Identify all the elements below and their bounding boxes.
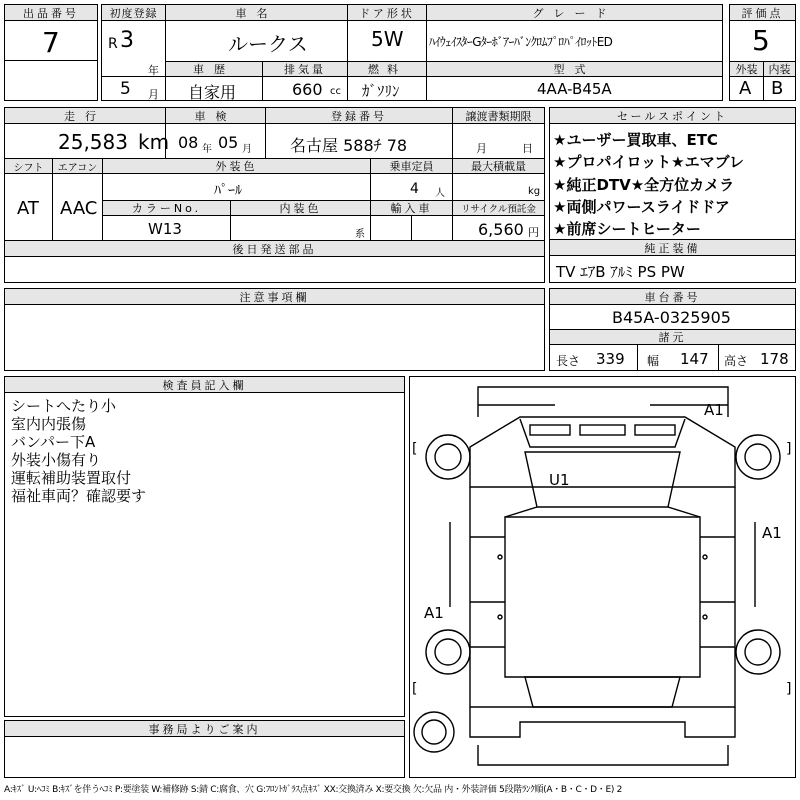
fuel-label: 燃料	[348, 62, 426, 77]
later-parts-label: 後日発送部品	[5, 241, 544, 257]
grade-label: グレード	[427, 5, 722, 21]
exterior-label: 外装	[730, 62, 763, 77]
height-label: 高さ	[724, 354, 749, 368]
recycle-unit: 円	[528, 226, 539, 239]
history-label: 車歴	[166, 62, 262, 77]
transfer-label: 譲渡書類期限	[453, 108, 544, 124]
model-label: 型式	[427, 62, 722, 77]
sales-point: ★ユーザー買取車、ETC	[553, 131, 718, 149]
bracket: [	[412, 681, 418, 697]
mileage: 25,583	[58, 130, 128, 154]
length: 339	[596, 350, 625, 368]
plate-label: 登録番号	[266, 108, 452, 124]
inspection-label: 車検	[166, 108, 265, 124]
inspector-note: 運転補助装置取付	[11, 469, 132, 487]
recycle-deposit: 6,560	[478, 220, 524, 239]
mileage-label: 走行	[5, 108, 165, 124]
era: R	[108, 36, 118, 52]
fuel: ｶﾞｿﾘﾝ	[362, 82, 400, 100]
ac-label: エアコン	[53, 159, 102, 174]
office-label: 事務局よりご案内	[5, 721, 404, 737]
mileage-unit: km	[138, 130, 170, 154]
month-unit: 月	[148, 88, 159, 101]
transfer-month: 月	[476, 142, 487, 155]
history: 自家用	[188, 83, 237, 102]
first-reg-month: 5	[120, 79, 131, 99]
sales-point: ★プロパイロット★エマブレ	[553, 153, 744, 171]
shift: AT	[17, 198, 39, 219]
specs-label: 諸元	[550, 330, 795, 345]
length-label: 長さ	[556, 354, 581, 368]
car-damage-diagram	[409, 376, 796, 778]
grade: ﾊｲｳｪｲｽﾀｰGﾀｰﾎﾞｱｰﾊﾞﾝｸﾛﾑﾌﾟﾛﾊﾟｲﾛｯﾄED	[429, 35, 613, 49]
notes-label: 注意事項欄	[5, 289, 544, 305]
inspector-note: シートへたり小	[11, 397, 117, 415]
body-color: ﾊﾟｰﾙ	[214, 183, 242, 199]
lot-number: 7	[42, 26, 60, 59]
first-reg-year: 3	[120, 28, 134, 53]
damage-mark-left-rear: A1	[424, 604, 444, 622]
inspector-note: バンパー下A	[11, 433, 96, 451]
bracket: ]	[786, 681, 792, 697]
plate-number: 名古屋 588ﾁ 78	[290, 136, 408, 155]
equipment-label: 純正装備	[550, 240, 795, 256]
bracket: [	[412, 441, 418, 457]
displacement: 660	[292, 80, 323, 99]
inspection-year: 08	[178, 133, 199, 152]
inspection-month: 05	[218, 133, 239, 152]
inspector-note: 外装小傷有り	[11, 451, 102, 469]
score: 5	[752, 24, 770, 57]
inspector-note: 福祉車両？確認要す	[11, 487, 147, 505]
car-name-label: 車名	[166, 5, 347, 21]
color-number-label: カラーNo.	[103, 201, 230, 216]
transfer-day: 日	[522, 142, 533, 155]
inspection-month-unit: 月	[242, 144, 252, 155]
car-outline-diagram	[410, 377, 795, 777]
load-label: 最大積載量	[453, 159, 544, 174]
exterior-rating: A	[739, 78, 752, 99]
width: 147	[680, 350, 709, 368]
capacity-unit: 人	[435, 188, 445, 199]
capacity: 4	[410, 181, 419, 197]
door-type: 5W	[371, 27, 404, 51]
equipment: TV ｴｱB ｱﾙﾐ PS PW	[556, 263, 685, 281]
sales-point: ★前席シートヒーター	[553, 220, 701, 238]
sales-points-label: セールスポイント	[550, 108, 795, 124]
model: 4AA-B45A	[537, 80, 612, 98]
height: 178	[760, 350, 789, 368]
import-label: 輸入車	[371, 201, 452, 216]
chassis-label: 車台番号	[550, 289, 795, 305]
year-unit: 年	[148, 64, 159, 77]
sales-point: ★純正DTV★全方位カメラ	[553, 176, 735, 194]
air-conditioner: AAC	[60, 198, 98, 219]
interior-rating: B	[771, 78, 784, 99]
damage-mark-right-side: A1	[762, 524, 782, 542]
displacement-label: 排気量	[263, 62, 347, 77]
first-registration-label: 初度登録	[102, 5, 165, 21]
chassis-number: B45A-0325905	[612, 308, 731, 327]
interior-label: 内装	[764, 62, 795, 77]
inspection-year-unit: 年	[202, 144, 212, 155]
sales-point: ★両側パワースライドドア	[553, 198, 730, 216]
displacement-unit: cc	[330, 86, 341, 97]
recycle-label: リサイクル預託金	[453, 201, 544, 216]
load-unit: kg	[528, 186, 541, 197]
interior-color-label: 内装色	[231, 201, 370, 216]
door-label: ドア形状	[348, 5, 426, 21]
interior-color-unit: 系	[355, 229, 365, 240]
color-label: 外装色	[103, 159, 370, 174]
lot-number-label: 出品番号	[5, 5, 97, 21]
width-label: 幅	[647, 354, 660, 368]
damage-mark-roof: U1	[549, 471, 570, 489]
bracket: ]	[786, 441, 792, 457]
damage-legend: A:ｷｽﾞ U:ﾍｺﾐ B:ｷｽﾞを伴うﾍｺﾐ P:要塗装 W:補修跡 S:錆 C:腐食、穴 G:ﾌﾛﾝﾄｶﾞﾗｽ点ｷｽﾞ XX:交換済み X:要交換 欠:欠品 内・外装評価 5段階ﾗﾝｸ順(A・B・C・D・E) 2	[4, 785, 623, 795]
shift-label: シフト	[5, 159, 52, 174]
car-name: ルークス	[228, 32, 308, 56]
inspector-note: 室内内張傷	[11, 415, 87, 433]
color-number: W13	[148, 220, 182, 238]
score-label: 評価点	[730, 5, 795, 21]
inspector-label: 検査員記入欄	[5, 377, 404, 393]
damage-mark-front-bumper: A1	[704, 401, 724, 419]
capacity-label: 乗車定員	[371, 159, 452, 174]
